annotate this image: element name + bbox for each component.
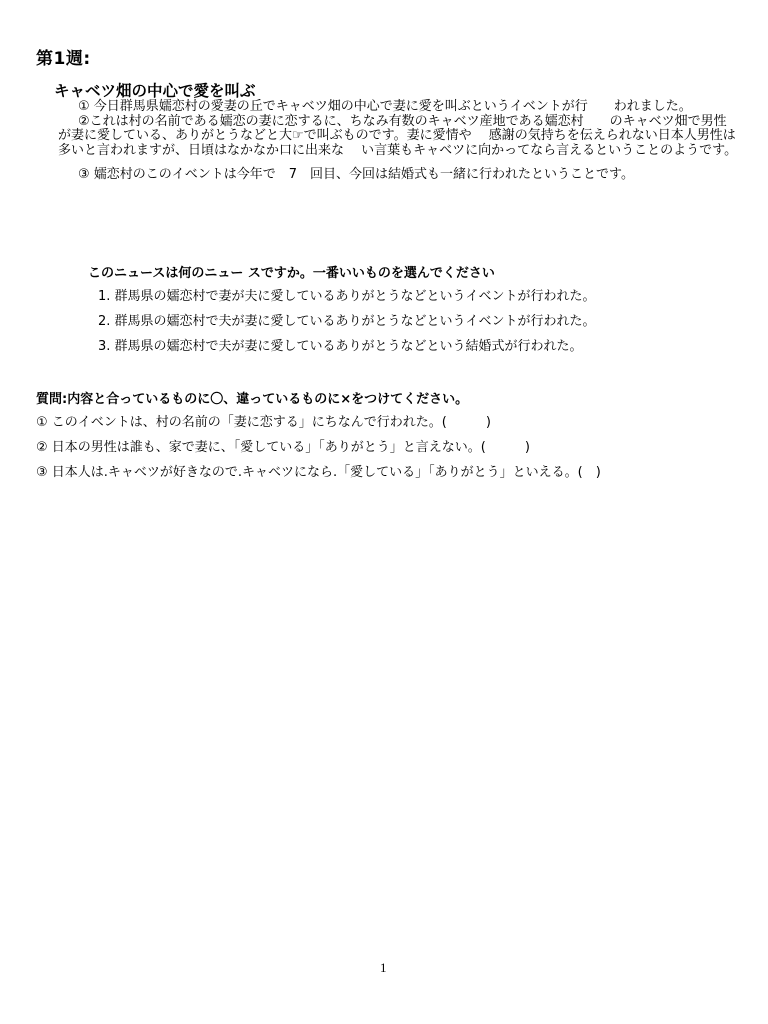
article-paragraph-2: ②これは村の名前である嬬恋の妻に恋するに、ちなみ有数のキャベツ産地である嬬恋村 のキャベツ畑で男性が妻に愛している、ありがとうなどと大☞で叫ぶものです。妻に愛情や 感謝の気持ちを伝えられない日本人男性は多いと言われますが、日頃はなかなか口に出来な い言葉もキャベツに向かってなら言えるということのようです。 (58, 113, 738, 158)
article-paragraph-1: ① 今日群馬県嬬恋村の愛妻の丘でキャベツ畑の中心で妻に愛を叫ぶというイベントが行 われました。 (78, 99, 692, 114)
article-body (58, 100, 738, 183)
comprehension-options (88, 288, 728, 355)
true-false-item-2: ② 日本の男性は誰も、家で妻に、「愛している」「ありがとう」と言えない。( ) (36, 440, 530, 455)
true-false-item-3: ③ 日本人は.キャベツが好きなので.キャベツになら.「愛している」「ありがとう」といえる。( ) (36, 465, 601, 480)
true-false-list (36, 414, 736, 481)
comprehension-option-2: 2. 群馬県の嬬恋村で夫が妻に愛しているありがとうなどというイベントが行われた。 (98, 314, 596, 329)
article-paragraph-3: ③ 嬬恋村のこのイベントは今年で 7 回目、今回は結婚式も一緒に行われたということです。 (78, 167, 635, 182)
true-false-section (36, 388, 736, 489)
true-false-heading: 質問:内容と合っているものに〇、違っているものに×をつけてください。 (36, 392, 469, 407)
comprehension-heading: このニュースは何のニュー スですか。一番いいものを選んでください (88, 266, 495, 281)
comprehension-option-3: 3. 群馬県の嬬恋村で夫が妻に愛しているありがとうなどという結婚式が行われた。 (98, 339, 583, 354)
article-title: キャベツ畑の中心で愛を叫ぶ (54, 82, 256, 100)
page-number: 1 (380, 960, 387, 975)
comprehension-question (88, 262, 728, 363)
comprehension-option-1: 1. 群馬県の嬬恋村で妻が夫に愛しているありがとうなどというイベントが行われた。 (98, 289, 596, 304)
true-false-item-1: ① このイベントは、村の名前の「妻に恋する」にちなんで行われた。( ) (36, 415, 491, 430)
week-title: 第1週: (36, 49, 91, 69)
